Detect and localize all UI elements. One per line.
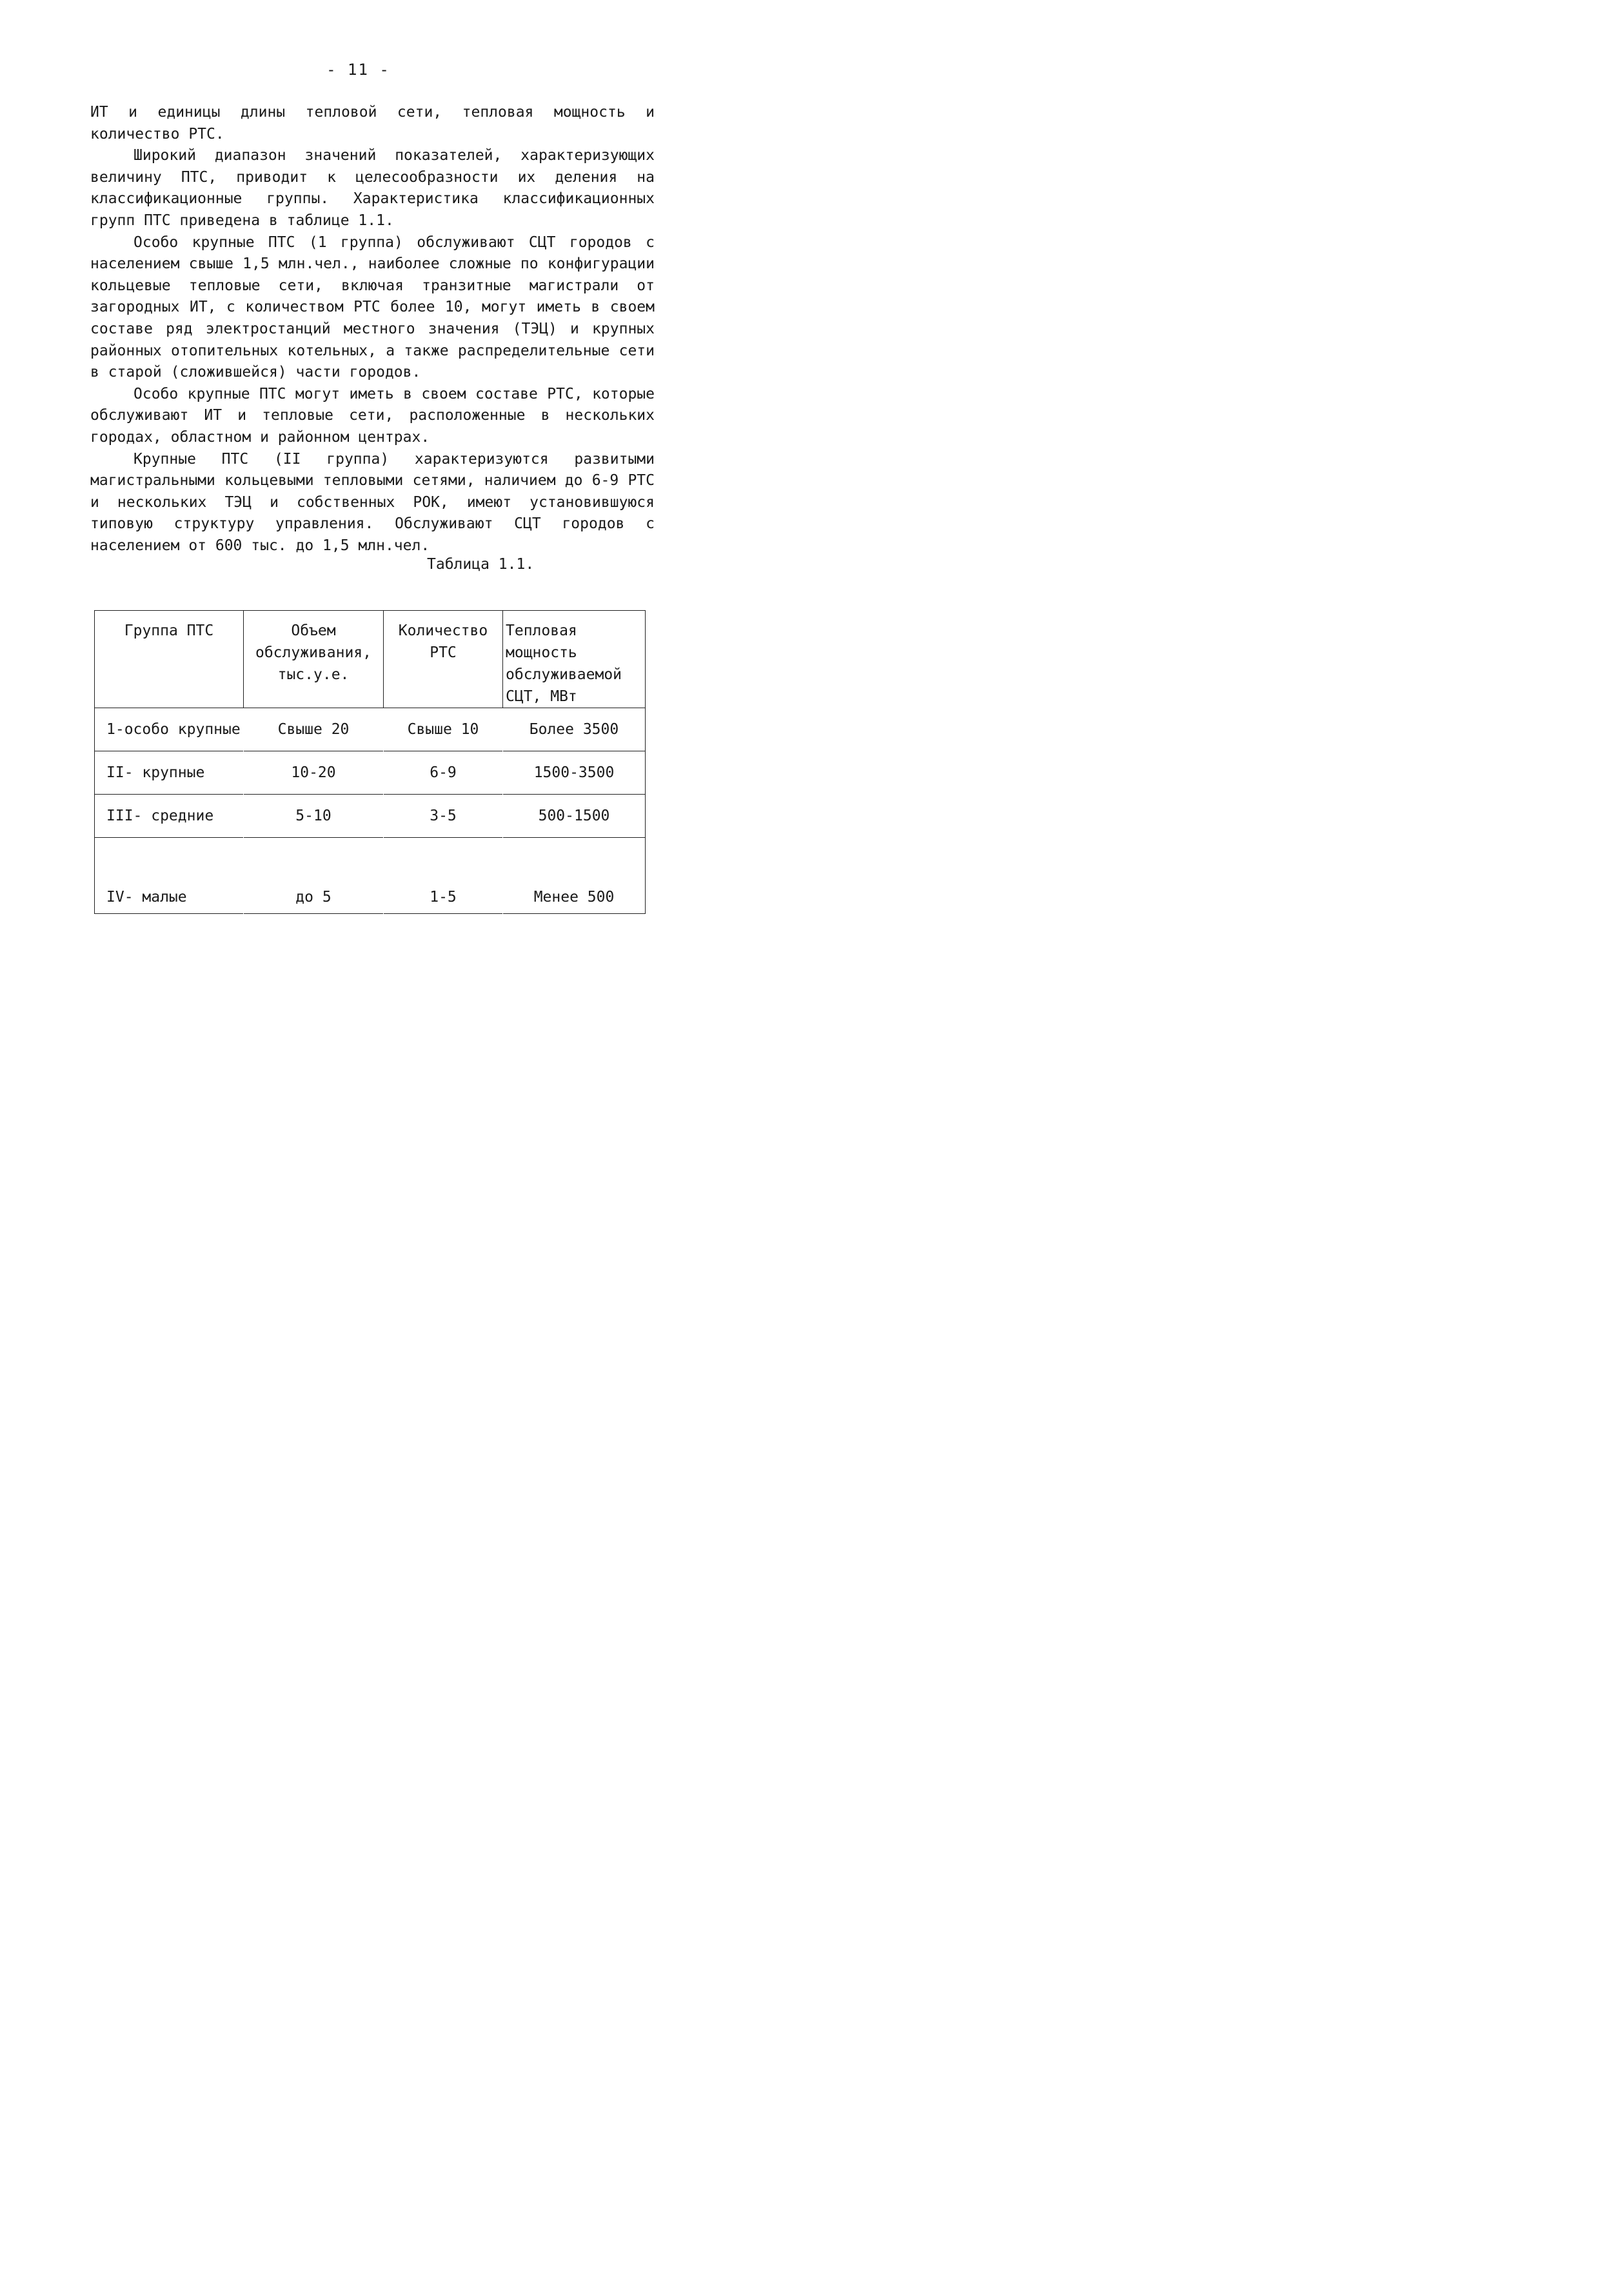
paragraph: ИТ и единицы длины тепловой сети, тепловая мощность и количество РТС. [90, 104, 655, 143]
cell-power: 1500-3500 [503, 751, 646, 795]
table-container [94, 610, 640, 914]
table-row [95, 838, 646, 914]
cell-count: 6-9 [430, 764, 457, 781]
cell-group: II- крупные [95, 751, 244, 795]
cell-group: 1-особо крупные [95, 708, 244, 751]
cell-count: 3-5 [430, 808, 457, 824]
body-text [90, 102, 655, 557]
paragraph: Широкий диапазон значений показателей, характеризующих величину ПТС, приводит к целесообразности их деления на классификационные группы. Характеристика классификационных групп ПТС приведена в таблице 1.1. [90, 147, 655, 229]
table-body [95, 708, 646, 914]
table-row [95, 795, 646, 838]
cell-count: Свыше 10 [407, 721, 479, 738]
table-header [95, 611, 646, 708]
classification-table [94, 610, 646, 914]
header-count: Количество РТС [384, 611, 503, 708]
cell-group: IV- малые [95, 838, 244, 914]
cell-count: 1-5 [430, 889, 457, 906]
table-caption: Таблица 1.1. [427, 556, 535, 573]
header-power: Тепловая мощность обслуживаемой СЦТ, МВт [503, 611, 646, 708]
header-group: Группа ПТС [95, 611, 244, 708]
cell-volume: Свыше 20 [277, 721, 350, 738]
cell-power: Менее 500 [503, 838, 646, 914]
table-row [95, 708, 646, 751]
cell-volume: 10-20 [291, 764, 336, 781]
cell-group: III- средние [95, 795, 244, 838]
header-volume: Объем обслуживания, тыс.у.е. [244, 611, 384, 708]
cell-volume: 5-10 [295, 808, 332, 824]
page-number: - 11 - [326, 61, 390, 79]
table-row [95, 751, 646, 795]
paragraph: Крупные ПТС (II группа) характеризуются развитыми магистральными кольцевыми тепловыми сетями, наличием до 6-9 РТС и нескольких ТЭЦ и собственных РОК, имеют установившуюся типовую структуру управления. Обслуживают СЦТ городов с населением от 600 тыс. до 1,5 млн.чел. [90, 450, 655, 554]
paragraph: Особо крупные ПТС (1 группа) обслуживают СЦТ городов с населением свыше 1,5 млн.чел., наиболее сложные по конфигурации кольцевые тепловые сети, включая транзитные магистрали от загородных ИТ, с количеством РТС более 10, могут иметь в своем составе ряд электростанций местного значения (ТЭЦ) и крупных районных отопительных котельных, а также распределительные сети в старой (сложившейся) части городов. [90, 233, 655, 381]
cell-power: Более 3500 [503, 708, 646, 751]
table-header-row [95, 611, 646, 708]
paragraph: Особо крупные ПТС могут иметь в своем составе РТС, которые обслуживают ИТ и тепловые сети, расположенные в нескольких городах, областном и районном центрах. [90, 385, 655, 446]
cell-power: 500-1500 [503, 795, 646, 838]
cell-volume: до 5 [295, 889, 332, 906]
